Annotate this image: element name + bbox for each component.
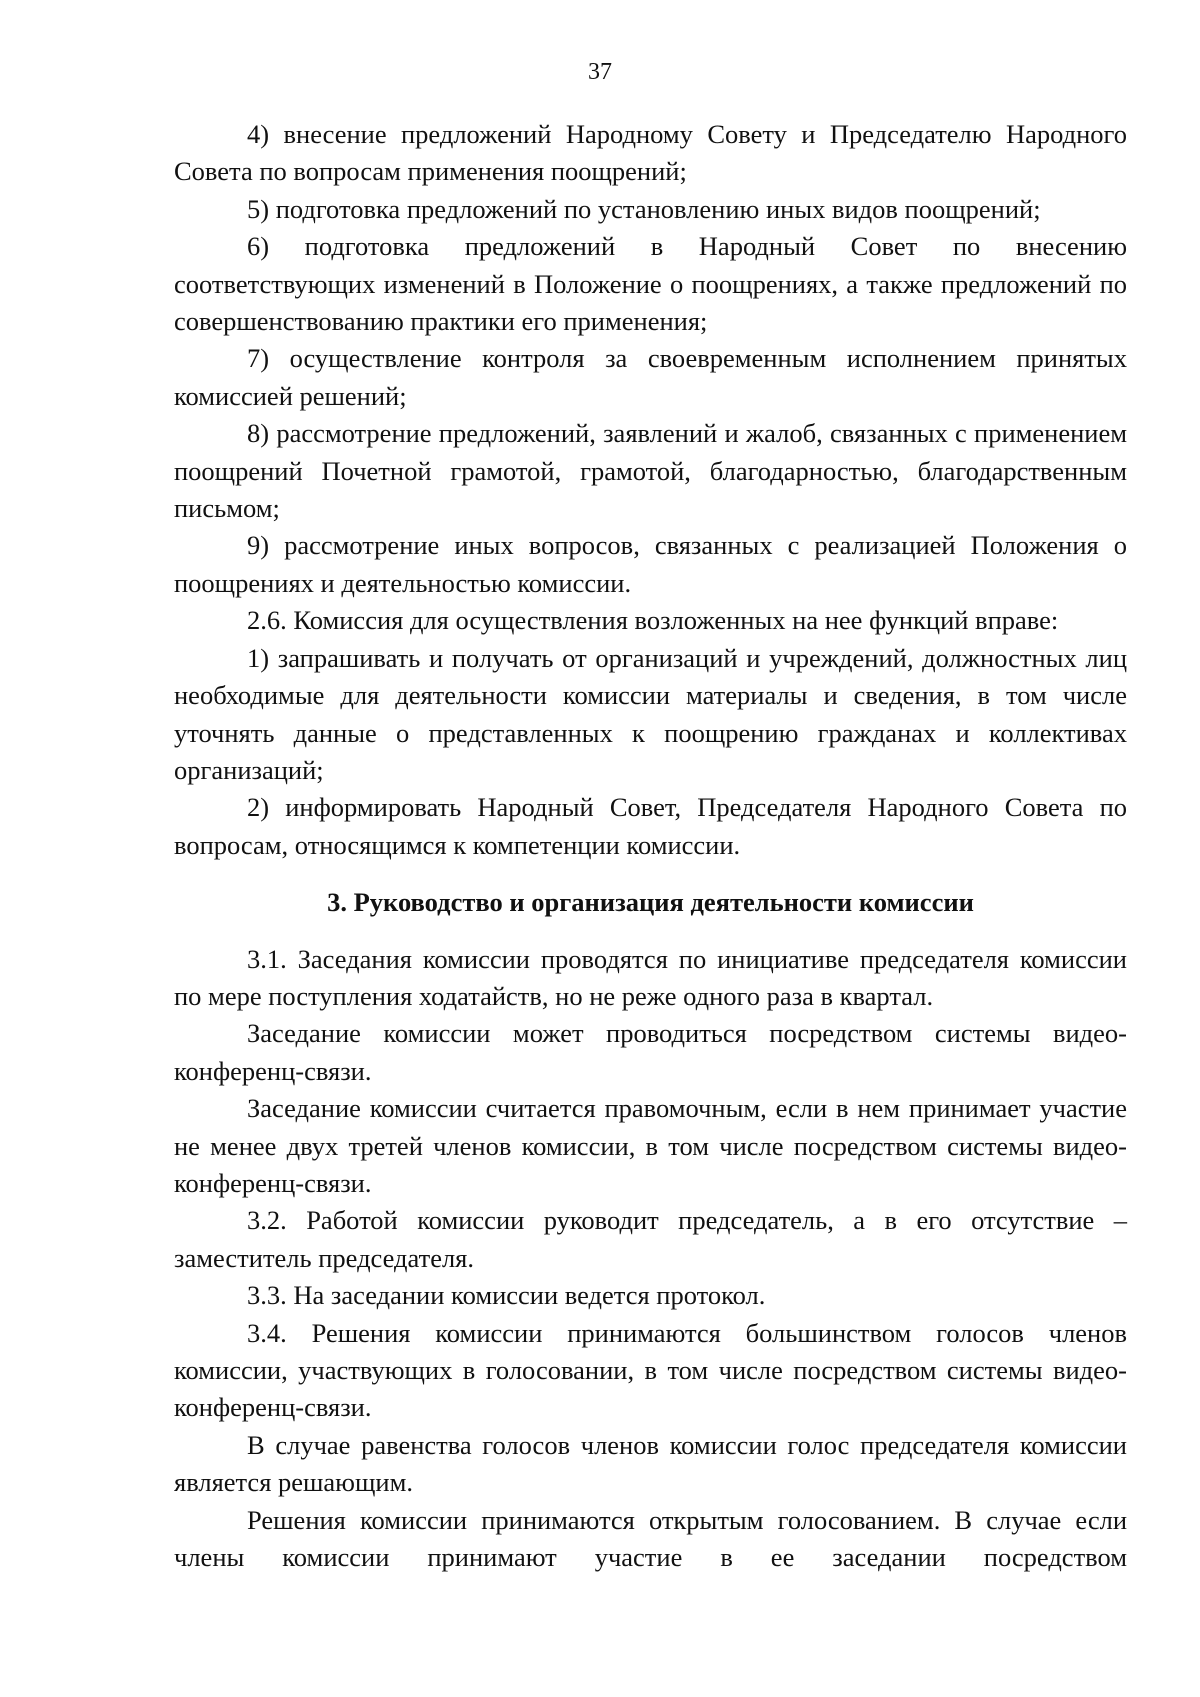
paragraph-open-voting: Решения комиссии принимаются открытым голосованием. В случае если члены комиссии принимают участие в ее заседании посредством — [174, 1504, 1127, 1573]
section-heading: 3. Руководство и организация деятельности комиссии — [327, 887, 974, 918]
paragraph-item-4: 4) внесение предложений Народному Совету и Председателю Народного Совета по вопросам применения поощрений; — [174, 119, 1127, 187]
paragraph-item-8: 8) рассмотрение предложений, заявлений и жалоб, связанных с применением поощрений Почетной грамотой, грамотой, благодарностью, благодарственным письмом; — [174, 418, 1127, 524]
paragraph-video-conference: Заседание комиссии может проводиться посредством системы видео-конференц-связи. — [174, 1018, 1127, 1086]
paragraph-3-2: 3.2. Работой комиссии руководит председатель, а в его отсутствие – заместитель председателя. — [174, 1205, 1127, 1273]
paragraph-3-1: 3.1. Заседания комиссии проводятся по инициативе председателя комиссии по мере поступления ходатайств, но не реже одного раза в квартал. — [174, 943, 1127, 1011]
paragraph-item-6: 6) подготовка предложений в Народный Совет по внесению соответствующих изменений в Положение о поощрениях, а также предложений по совершенствованию практики его применения; — [174, 231, 1127, 337]
paragraph-item-7: 7) осуществление контроля за своевременным исполнением принятых комиссией решений; — [174, 343, 1127, 411]
paragraph-3-3: 3.3. На заседании комиссии ведется протокол. — [247, 1280, 766, 1311]
paragraph-2-6: 2.6. Комиссия для осуществления возложенных на нее функций вправе: — [247, 605, 1059, 636]
paragraph-quorum: Заседание комиссии считается правомочным, если в нем принимает участие не менее двух третей членов комиссии, в том числе посредством системы видео-конференц-связи. — [174, 1093, 1127, 1198]
paragraph-item-9: 9) рассмотрение иных вопросов, связанных с реализацией Положения о поощрениях и деятельностью комиссии. — [174, 530, 1127, 598]
page-number: 37 — [588, 59, 612, 85]
paragraph-item-5: 5) подготовка предложений по установлению иных видов поощрений; — [247, 193, 1041, 224]
paragraph-2-6-item-2: 2) информировать Народный Совет, Председателя Народного Совета по вопросам, относящимся к компетенции комиссии. — [174, 792, 1127, 860]
paragraph-2-6-item-1: 1) запрашивать и получать от организаций и учреждений, должностных лиц необходимые для деятельности комиссии материалы и сведения, в том числе уточнять данные о представленных к поощрению гражданах и коллективах организаций; — [174, 642, 1127, 785]
document-body — [174, 116, 1127, 1576]
paragraph-3-4: 3.4. Решения комиссии принимаются большинством голосов членов комиссии, участвующих в голосовании, в том числе посредством системы видео-конференц-связи. — [174, 1317, 1127, 1423]
paragraph-tie-vote: В случае равенства голосов членов комиссии голос председателя комиссии является решающим. — [174, 1429, 1127, 1498]
